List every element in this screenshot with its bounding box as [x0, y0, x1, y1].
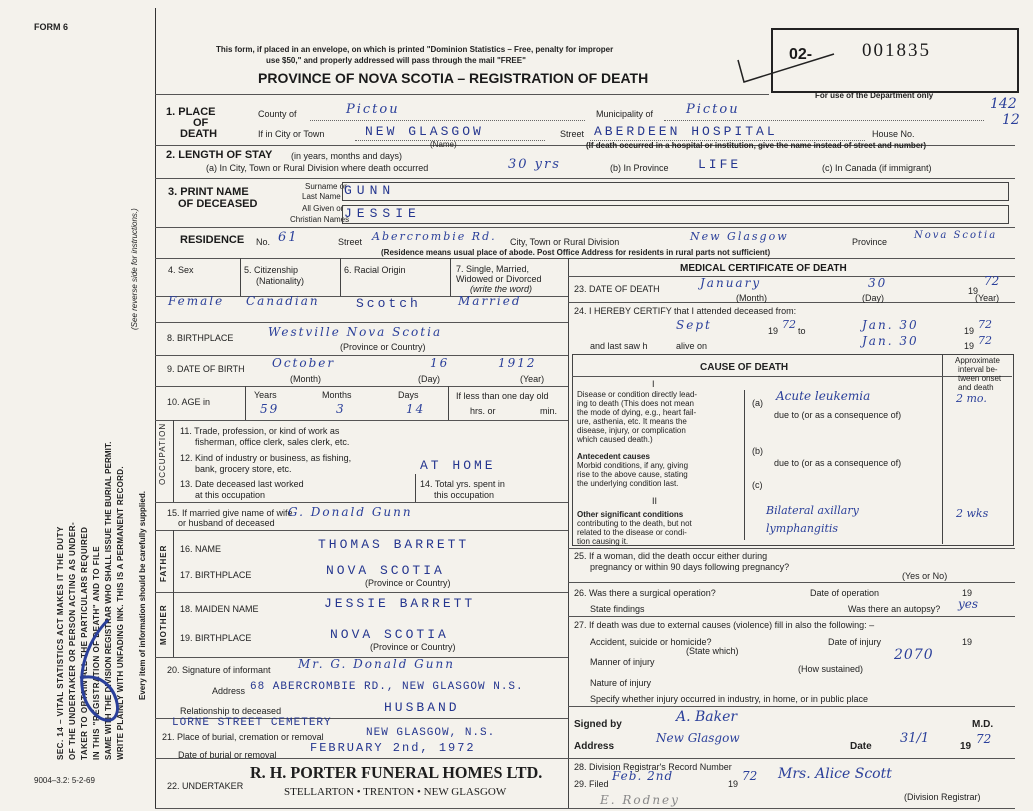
- county-label: County of: [258, 109, 297, 119]
- minutes-label: min.: [540, 406, 558, 416]
- age-days-label: Days: [398, 390, 419, 400]
- antecedent-label-3: rise to the above cause, stating: [577, 470, 688, 479]
- spouse-value: G. Donald Gunn: [288, 505, 413, 519]
- department-code-2: 12: [1002, 112, 1020, 128]
- age-years-value: 59: [260, 402, 280, 416]
- mother-maiden-name-label: 18. MAIDEN NAME: [180, 604, 259, 614]
- burial-place-label: 21. Place of burial, cremation or removal: [162, 732, 324, 742]
- due-to-label-1: due to (or as a consequence of): [774, 410, 902, 420]
- last-worked-sublabel: at this occupation: [195, 490, 266, 500]
- signed-by-label: Signed by: [574, 719, 622, 730]
- mother-birthplace-value: NOVA SCOTIA: [330, 627, 449, 642]
- attend-to-label: to: [798, 326, 806, 336]
- residence-no-value: 61: [278, 230, 299, 245]
- industry-sublabel: bank, grocery store, etc.: [195, 464, 292, 474]
- residence-city-value: New Glasgow: [690, 230, 789, 243]
- burial-date-value: FEBRUARY 2nd, 1972: [310, 741, 476, 755]
- informant-address-label: Address: [212, 686, 246, 696]
- operation-year-prefix: 19: [962, 588, 973, 598]
- autopsy-value: yes: [958, 597, 979, 611]
- father-birthplace-value: NOVA SCOTIA: [326, 563, 445, 578]
- surgical-operation-label: 26. Was there a surgical operation?: [574, 588, 716, 598]
- dob-month-value: October: [272, 356, 336, 370]
- dod-day-sublabel: (Day): [862, 293, 884, 303]
- given-names-label: All Given or: [302, 204, 344, 213]
- antecedent-label-4: the underlying condition last.: [577, 479, 679, 488]
- age-months-value: 3: [336, 402, 346, 416]
- dod-year-sublabel: (Year): [975, 293, 1000, 303]
- department-use-label: For use of the Department only: [815, 91, 934, 100]
- residence-street-label: Street: [338, 237, 363, 247]
- side-instruction-4: IN THIS "REGISTRATION OF DEATH" AND TO FILE: [92, 545, 101, 760]
- alive-on-label: alive on: [676, 341, 708, 351]
- disease-label-1: Disease or condition directly lead-: [577, 390, 698, 399]
- stay-province-label: (b) In Province: [610, 163, 669, 173]
- attend-to-value: Jan. 30: [862, 318, 919, 332]
- undertaker-signature: E. Rodney: [600, 793, 680, 807]
- cause-of-death-title: CAUSE OF DEATH: [700, 362, 789, 373]
- form-number: FORM 6: [34, 22, 69, 32]
- attend-from-value: Sept: [676, 318, 712, 332]
- place-of-death-label-death: DEATH: [180, 128, 218, 140]
- date-of-death-label: 23. DATE OF DEATH: [574, 284, 660, 294]
- state-which-sublabel: (State which): [686, 646, 739, 656]
- deceased-label: OF DECEASED: [178, 198, 258, 210]
- dod-year-prefix: 19: [968, 286, 979, 296]
- other-conditions-label-1: Other significant conditions: [577, 510, 684, 519]
- injury-date-label: Date of injury: [828, 637, 882, 647]
- filed-label: 29. Filed: [574, 779, 609, 789]
- industry-label: 12. Kind of industry or business, as fishing,: [180, 453, 352, 463]
- department-code: 142: [990, 96, 1017, 112]
- alive-on-value: Jan. 30: [862, 334, 919, 348]
- cause-a-interval: 2 mo.: [956, 392, 987, 405]
- street-label: Street: [560, 129, 585, 139]
- disease-label-6: which caused death.): [577, 435, 653, 444]
- autopsy-label: Was there an autopsy?: [848, 604, 941, 614]
- citizenship-value: Canadian: [246, 294, 320, 308]
- given-names-label-2: Christian Names: [290, 215, 350, 224]
- side-instruction-3: TAKER TO OBTAIN ALL THE PARTICULARS REQUIRED: [80, 526, 89, 760]
- place-of-death-label: 1. PLACE: [166, 106, 216, 118]
- interval-label-1: Approximate: [955, 356, 1000, 365]
- due-to-label-2: due to (or as a consequence of): [774, 458, 902, 468]
- mother-vertical-label: MOTHER: [159, 604, 168, 645]
- disease-label-4: ure, asthenia, etc. It means the: [577, 417, 687, 426]
- interval-label-2: interval be-: [958, 365, 998, 374]
- dod-day-value: 30: [868, 276, 888, 290]
- division-registrar-sublabel: (Division Registrar): [904, 792, 981, 802]
- industry-place-label: Specify whether injury occurred in industry, in home, or in public place: [590, 694, 868, 704]
- print-name-label: 3. PRINT NAME: [168, 186, 249, 198]
- cause-part-one: I: [652, 379, 655, 389]
- age-years-label: Years: [254, 390, 277, 400]
- burial-date-label: Date of burial or removal: [178, 750, 277, 760]
- side-instruction-2: OF THE UNDERTAKER OR PERSON ACTING AS UNDER-: [68, 521, 77, 760]
- filed-date-value: Feb. 2nd: [612, 769, 674, 783]
- father-birthplace-label: 17. BIRTHPLACE: [180, 570, 252, 580]
- trade-label: 11. Trade, profession, or kind of work as: [180, 426, 340, 436]
- surname-value: GUNN: [344, 183, 396, 198]
- age-months-label: Months: [322, 390, 352, 400]
- antecedent-label-2: Morbid conditions, if any, giving: [577, 461, 689, 470]
- dod-month-sublabel: (Month): [736, 293, 768, 303]
- stay-province-value: LIFE: [698, 157, 742, 172]
- birthplace-sublabel: (Province or Country): [340, 342, 426, 352]
- disease-label-5: disease, injury, or complication: [577, 426, 686, 435]
- city-value: NEW GLASGOW: [365, 124, 484, 139]
- attend-to-year-value: 72: [978, 318, 992, 331]
- stay-city-label: (a) In City, Town or Rural Division where death occurred: [206, 163, 429, 173]
- informant-label: 20. Signature of informant: [167, 665, 271, 675]
- industry-value: AT HOME: [420, 458, 496, 473]
- other-conditions-label-3: related to the disease or condi-: [577, 528, 687, 537]
- cemetery-value: LORNE STREET CEMETERY: [172, 717, 332, 729]
- footer-form-code: 9004–3.2: 5-2-69: [34, 776, 95, 785]
- residence-province-label: Province: [852, 237, 888, 247]
- municipality-label: Municipality of: [596, 109, 654, 119]
- mother-birthplace-sublabel: (Province or Country): [370, 642, 456, 652]
- hospital-note: (If death occurred in a hospital or institution, give the name instead of street and number): [586, 141, 927, 150]
- attend-from-year-value: 72: [782, 318, 796, 331]
- physician-address-value: New Glasgow: [656, 731, 740, 745]
- side-instruction-6: WRITE PLAINLY WITH UNFADING INK. THIS IS A PERMANENT RECORD.: [116, 466, 125, 760]
- attend-from-year-prefix: 19: [768, 326, 779, 336]
- stay-canada-label: (c) In Canada (if immigrant): [822, 163, 932, 173]
- dob-day-value: 16: [430, 356, 450, 370]
- sex-label: 4. Sex: [168, 265, 194, 275]
- accident-label: Accident, suicide or homicide?: [590, 637, 712, 647]
- length-of-stay-sublabel: (in years, months and days): [291, 151, 403, 161]
- external-causes-label: 27. If death was due to external causes (violence) fill in also the following: –: [574, 620, 875, 630]
- interval-label-3: tween onset: [958, 374, 1002, 383]
- filed-year-value: 72: [742, 769, 758, 783]
- manner-code-value: 2070: [894, 647, 934, 663]
- place-of-death-label-of: OF: [193, 117, 209, 129]
- operation-date-label: Date of operation: [810, 588, 880, 598]
- informant-address-value: 68 ABERCROMBIE RD., NEW GLASGOW N.S.: [250, 681, 524, 693]
- pregnancy-label: 25. If a woman, did the death occur either during: [574, 551, 768, 561]
- physician-signature: A. Baker: [676, 709, 738, 725]
- age-days-value: 14: [406, 402, 426, 416]
- how-sustained-sublabel: (How sustained): [798, 664, 864, 674]
- undertaker-stamp-towns: STELLARTON • TRENTON • NEW GLASGOW: [284, 786, 507, 798]
- cause-a-label: (a): [752, 398, 763, 408]
- municipality-value: Pictou: [686, 102, 740, 117]
- other-conditions-interval: 2 wks: [956, 507, 989, 520]
- md-label: M.D.: [972, 719, 994, 730]
- interval-label-4: and death: [958, 383, 994, 392]
- residence-street-value: Abercrombie Rd.: [372, 230, 497, 243]
- mother-birthplace-label: 19. BIRTHPLACE: [180, 633, 252, 643]
- pregnancy-label-2: pregnancy or within 90 days following pregnancy?: [590, 562, 790, 572]
- physician-year-prefix: 19: [960, 741, 972, 752]
- registration-prefix: 02-: [789, 46, 813, 63]
- alive-on-year-value: 72: [978, 334, 992, 347]
- residence-label: RESIDENCE: [180, 234, 245, 246]
- burial-place-value: NEW GLASGOW, N.S.: [366, 727, 496, 739]
- total-years-sublabel: this occupation: [434, 490, 495, 500]
- relationship-label: Relationship to deceased: [180, 706, 282, 716]
- disease-label-3: the mode of dying, e.g., heart fail-: [577, 408, 697, 417]
- racial-origin-value: Scotch: [356, 296, 421, 311]
- marital-label: 7. Single, Married,: [456, 264, 530, 274]
- spouse-sublabel: or husband of deceased: [178, 518, 275, 528]
- side-instruction-8: Every item of information should be carefully supplied.: [138, 491, 147, 700]
- residence-city-label: City, Town or Rural Division: [510, 237, 620, 247]
- marital-label-3: (write the word): [470, 284, 533, 294]
- birthplace-value: Westville Nova Scotia: [268, 325, 443, 339]
- city-name-sublabel: (Name): [430, 140, 457, 149]
- other-conditions-label-4: tion causing it.: [577, 537, 629, 546]
- county-value: Pictou: [346, 102, 400, 117]
- other-conditions-value: Bilateral axillary lymphangitis: [766, 504, 859, 535]
- mother-maiden-name-value: JESSIE BARRETT: [324, 596, 476, 611]
- yes-no-sublabel: (Yes or No): [902, 571, 948, 581]
- date-of-birth-label: 9. DATE OF BIRTH: [167, 364, 245, 374]
- cause-part-two: II: [652, 496, 658, 506]
- dob-year-value: 1912: [498, 356, 537, 370]
- registrar-signature: Mrs. Alice Scott: [778, 766, 892, 782]
- nature-of-injury-label: Nature of injury: [590, 678, 652, 688]
- dod-year-value: 72: [984, 274, 1000, 288]
- given-names-value: JESSIE: [344, 206, 421, 221]
- antecedent-label-1: Antecedent causes: [577, 452, 650, 461]
- racial-origin-label: 6. Racial Origin: [344, 265, 406, 275]
- nationality-sublabel: (Nationality): [256, 276, 305, 286]
- relationship-value: HUSBAND: [384, 700, 460, 715]
- certify-label: 24. I HEREBY CERTIFY that I attended deceased from:: [574, 306, 797, 316]
- attend-to-year-prefix: 19: [964, 326, 975, 336]
- manner-of-injury-label: Manner of injury: [590, 657, 655, 667]
- form-title: PROVINCE OF NOVA SCOTIA – REGISTRATION OF DEATH: [258, 70, 649, 86]
- trade-sublabel: fisherman, office clerk, sales clerk, etc.: [195, 437, 350, 447]
- age-label: 10. AGE in: [167, 397, 211, 407]
- father-name-value: THOMAS BARRETT: [318, 537, 470, 552]
- mail-notice-line2: use $50," and properly addressed will pass through the mail "FREE": [266, 56, 526, 65]
- findings-label: State findings: [590, 604, 645, 614]
- cause-c-label: (c): [752, 480, 763, 490]
- alive-on-year-prefix: 19: [964, 341, 975, 351]
- cause-b-label: (b): [752, 446, 763, 456]
- occupation-vertical-label: OCCUPATION: [158, 422, 167, 485]
- physician-year-value: 72: [976, 732, 992, 746]
- spouse-label: 15. If married give name of wife: [167, 508, 293, 518]
- registration-number: 001835: [862, 40, 931, 61]
- disease-label-2: ing to death (This does not mean: [577, 399, 694, 408]
- physician-date-value: 31/1: [900, 731, 930, 746]
- stay-city-value: 30 yrs: [508, 157, 561, 172]
- injury-year-prefix: 19: [962, 637, 973, 647]
- residence-province-value: Nova Scotia: [914, 230, 998, 241]
- total-years-label: 14. Total yrs. spent in: [420, 479, 505, 489]
- side-instruction-7: (See reverse side for instructions.): [130, 208, 139, 330]
- side-instruction-5: SAME WITH THE DIVISION REGISTRAR WHO SHALL ISSUE THE BURIAL PERMIT.: [104, 441, 113, 760]
- last-saw-label: and last saw h: [590, 341, 648, 351]
- house-number-label: House No.: [872, 129, 915, 139]
- cause-a-value: Acute leukemia: [776, 389, 871, 403]
- citizenship-label: 5. Citizenship: [244, 265, 299, 275]
- last-worked-label: 13. Date deceased last worked: [180, 479, 304, 489]
- check-mark: [730, 52, 840, 92]
- less-than-day-label: If less than one day old: [456, 391, 549, 401]
- medical-certificate-title: MEDICAL CERTIFICATE OF DEATH: [680, 263, 847, 274]
- residence-note: (Residence means usual place of abode. Post Office Address for residents in rural parts not sufficient): [381, 248, 771, 257]
- surname-label-2: Last Name: [302, 192, 341, 201]
- undertaker-label: 22. UNDERTAKER: [167, 781, 244, 791]
- dob-month-sublabel: (Month): [290, 374, 322, 384]
- blue-pen-mark: [60, 608, 140, 738]
- father-vertical-label: FATHER: [159, 544, 168, 582]
- city-label: If in City or Town: [258, 129, 325, 139]
- length-of-stay-label: 2. LENGTH OF STAY: [166, 149, 273, 161]
- residence-no-label: No.: [256, 237, 271, 247]
- filed-year-prefix: 19: [728, 779, 739, 789]
- other-conditions-label-2: contributing to the death, but not: [577, 519, 692, 528]
- hours-label: hrs. or: [470, 406, 496, 416]
- mail-notice-line1: This form, if placed in an envelope, on which is printed "Dominion Statistics – Free, penalty for improper: [216, 45, 614, 54]
- record-number-label: 28. Division Registrar's Record Number: [574, 762, 732, 772]
- father-birthplace-sublabel: (Province or Country): [365, 578, 451, 588]
- father-name-label: 16. NAME: [180, 544, 222, 554]
- dob-year-sublabel: (Year): [520, 374, 545, 384]
- marital-value: Married: [458, 294, 522, 308]
- physician-address-label: Address: [574, 741, 615, 752]
- informant-signature: Mr. G. Donald Gunn: [298, 657, 455, 671]
- physician-date-label: Date: [850, 741, 872, 752]
- dob-day-sublabel: (Day): [418, 374, 440, 384]
- surname-label: Surname or: [305, 182, 347, 191]
- undertaker-stamp: R. H. PORTER FUNERAL HOMES LTD.: [250, 763, 543, 782]
- marital-label-2: Widowed or Divorced: [456, 274, 542, 284]
- dod-month-value: January: [700, 276, 762, 290]
- birthplace-label: 8. BIRTHPLACE: [167, 333, 234, 343]
- sex-value: Female: [168, 294, 225, 308]
- street-value: ABERDEEN HOSPITAL: [594, 124, 778, 139]
- side-instruction-1: SEC. 14 – VITAL STATISTICS ACT MAKES IT THE DUTY: [56, 526, 65, 760]
